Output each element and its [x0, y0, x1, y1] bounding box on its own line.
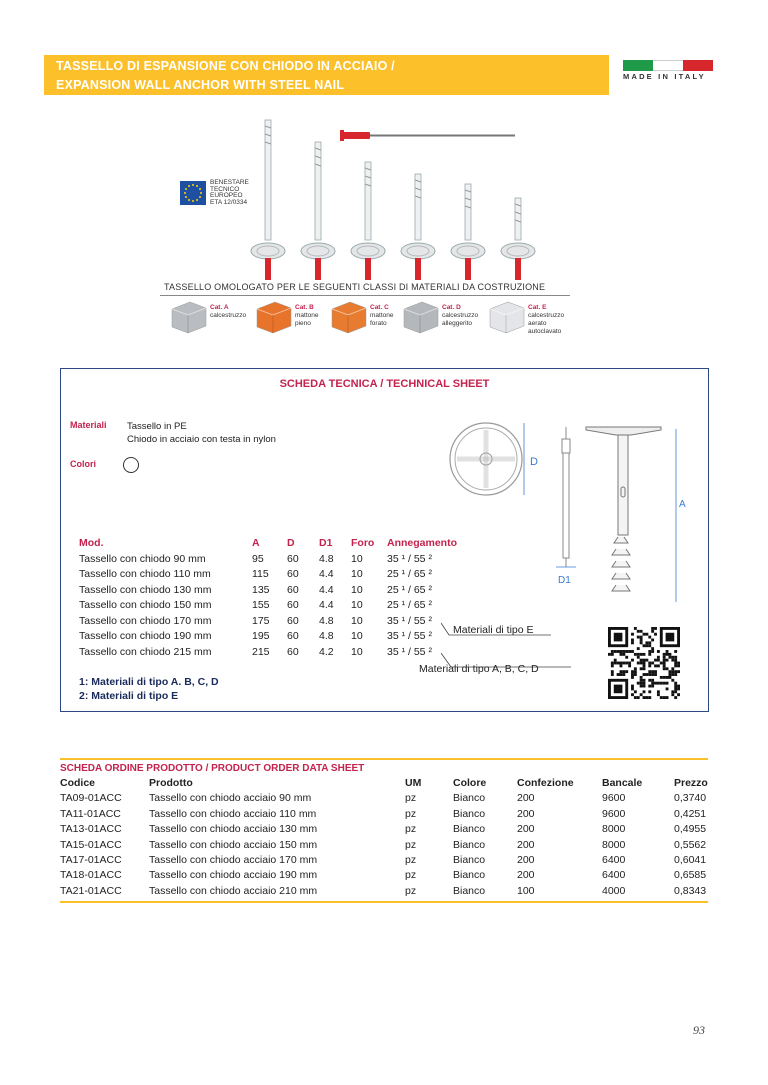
- order-row: [60, 839, 708, 854]
- page-number: 93: [693, 1023, 705, 1037]
- order-header-cell: UM: [405, 777, 422, 789]
- technical-sheet-title: SCHEDA TECNICA / TECHNICAL SHEET: [279, 378, 490, 390]
- order-cell: 200: [517, 869, 535, 882]
- order-row: [60, 885, 708, 900]
- anchor-icon: [301, 142, 335, 280]
- order-cell: pz: [405, 807, 417, 820]
- spec-cell: 4.8: [319, 630, 334, 642]
- order-cell: pz: [405, 823, 417, 836]
- order-cell: 8000: [602, 823, 626, 836]
- order-cell: 6400: [602, 853, 626, 866]
- order-header-cell: Codice: [60, 777, 96, 789]
- made-in-italy-label: MADE IN ITALY: [623, 72, 706, 81]
- spec-cell: Tassello con chiodo 130 mm: [79, 583, 212, 596]
- footnotes: [79, 675, 219, 703]
- spec-cell: 10: [351, 599, 363, 611]
- order-cell: 4000: [602, 884, 626, 897]
- order-row: [60, 854, 708, 869]
- spec-header-cell: Mod.: [79, 537, 104, 549]
- technical-sheet: [60, 368, 709, 712]
- italian-flag-icon: [623, 60, 713, 71]
- order-cell: 8000: [602, 838, 626, 851]
- category-code: Cat. C: [370, 304, 389, 311]
- order-cell: Bianco: [453, 869, 486, 882]
- spec-cell: 195: [252, 630, 270, 642]
- annotation-type-abcd: Materiali di tipo A, B, C, D: [419, 663, 539, 675]
- order-cell: TA11-01ACC: [60, 807, 121, 820]
- nail-side-view: [556, 427, 576, 586]
- anchor-icon: [451, 184, 485, 280]
- spec-cell: 115: [252, 568, 269, 580]
- order-cell: 200: [517, 792, 535, 805]
- order-cell: 0,6585: [674, 869, 707, 882]
- order-cell: 9600: [602, 807, 626, 820]
- order-cell: 200: [517, 838, 535, 851]
- materials-value: [127, 420, 276, 446]
- category-description: alleggerito: [442, 320, 472, 327]
- spec-cell: 155: [252, 599, 270, 611]
- spec-cell: 25 ¹ / 65 ²: [387, 568, 432, 580]
- order-header-row: [60, 777, 708, 792]
- order-cell: Bianco: [453, 838, 486, 851]
- spec-cell: Tassello con chiodo 90 mm: [79, 552, 206, 565]
- order-cell: pz: [405, 884, 417, 897]
- spec-cell: 60: [287, 568, 299, 580]
- category-code: Cat. B: [295, 304, 314, 311]
- materials-line: Tassello in PE: [127, 421, 187, 432]
- spec-cell: 60: [287, 599, 299, 611]
- qr-code-icon: [608, 627, 680, 699]
- anchor-icon: [501, 198, 535, 280]
- spec-cell: 10: [351, 568, 363, 580]
- spec-header-cell: D: [287, 537, 295, 549]
- category-label: [442, 304, 478, 328]
- solid-brick-icon: [255, 300, 293, 339]
- anchor-head-front-view: [450, 423, 538, 495]
- order-cell: 0,4955: [674, 823, 707, 836]
- order-cell: Tassello con chiodo acciaio 90 mm: [149, 792, 312, 805]
- category-description: mattone: [370, 312, 394, 319]
- spec-cell: 35 ¹ / 55 ²: [387, 630, 432, 642]
- steel-nail-icon: [340, 130, 515, 141]
- spec-cell: 35 ¹ / 55 ²: [387, 645, 432, 658]
- spec-header-cell: A: [252, 537, 260, 549]
- order-cell: 0,8343: [674, 884, 707, 897]
- order-cell: 0,4251: [674, 807, 707, 820]
- concrete-cube-icon: [170, 300, 208, 339]
- dim-d1-label: D1: [558, 575, 571, 586]
- spec-cell: 10: [351, 630, 363, 642]
- spec-cell: 4.8: [319, 614, 334, 627]
- category-description: mattone: [295, 312, 319, 319]
- spec-cell: 10: [351, 614, 363, 627]
- order-cell: TA09-01ACC: [60, 792, 122, 805]
- category-description: pieno: [295, 320, 311, 327]
- order-cell: Tassello con chiodo acciaio 110 mm: [149, 807, 317, 820]
- order-cell: 0,6041: [674, 853, 707, 866]
- aerated-concrete-icon: [488, 300, 526, 339]
- order-cell: pz: [405, 869, 417, 882]
- dim-d-label: D: [530, 456, 538, 468]
- anchor-icon: [251, 120, 285, 280]
- hollow-brick-icon: [330, 300, 368, 339]
- approval-line: TECNICO: [210, 185, 240, 193]
- order-cell: TA13-01ACC: [60, 823, 122, 836]
- order-cell: Tassello con chiodo acciaio 170 mm: [149, 853, 318, 866]
- order-sheet-title: SCHEDA ORDINE PRODOTTO / PRODUCT ORDER DATA SHEET: [60, 763, 365, 774]
- order-row: [60, 808, 708, 823]
- footnote-1: 1: Materiali di tipo A. B, C, D: [79, 676, 219, 688]
- annotation-type-e: Materiali di tipo E: [453, 624, 534, 636]
- anchor-icon: [401, 174, 435, 280]
- order-cell: TA21-01ACC: [60, 884, 122, 897]
- title-italian: TASSELLO DI ESPANSIONE CON CHIODO IN ACCIAIO /: [56, 59, 395, 73]
- spec-header-cell: Foro: [351, 537, 375, 549]
- eta-approval: [180, 180, 249, 206]
- order-cell: TA17-01ACC: [60, 853, 122, 866]
- order-cell: Bianco: [453, 807, 486, 820]
- category-description: forato: [370, 320, 387, 327]
- order-header-cell: Confezione: [517, 777, 574, 789]
- spec-cell: 175: [252, 614, 270, 627]
- colors-label: Colori: [70, 459, 96, 469]
- order-cell: Bianco: [453, 884, 486, 897]
- spec-cell: 60: [287, 645, 299, 658]
- divider: [60, 901, 708, 903]
- spec-cell: Tassello con chiodo 190 mm: [79, 630, 212, 642]
- category-label: [210, 304, 246, 320]
- order-sheet: [60, 758, 708, 903]
- order-row: [60, 792, 708, 807]
- approval-line: ETA 12/0334: [210, 198, 248, 206]
- spec-cell: Tassello con chiodo 110 mm: [79, 568, 211, 580]
- category-label: [528, 304, 564, 336]
- order-cell: 200: [517, 807, 535, 820]
- order-cell: 100: [517, 884, 535, 897]
- spec-cell: 60: [287, 614, 299, 627]
- order-cell: 9600: [602, 792, 626, 805]
- spec-cell: 10: [351, 645, 363, 658]
- spec-cell: 4.4: [319, 583, 334, 596]
- order-cell: Tassello con chiodo acciaio 210 mm: [149, 884, 318, 897]
- order-table: [60, 777, 708, 900]
- order-cell: 0,3740: [674, 792, 707, 805]
- dim-a-label: A: [679, 499, 686, 510]
- approval-line: EUROPEO: [210, 192, 243, 199]
- order-cell: TA15-01ACC: [60, 838, 122, 851]
- materials-line: Chiodo in acciaio con testa in nylon: [127, 434, 276, 445]
- spec-cell: 95: [252, 552, 264, 565]
- category-label: [370, 304, 394, 328]
- spec-cell: Tassello con chiodo 150 mm: [79, 599, 212, 611]
- category-description: calcestruzzo: [442, 312, 479, 319]
- technical-drawing: [446, 417, 706, 617]
- category-code: Cat. E: [528, 304, 547, 311]
- category-description: calcestruzzo: [528, 312, 565, 319]
- spec-cell: 4.8: [319, 552, 334, 565]
- spec-cell: 10: [351, 552, 363, 565]
- order-cell: Tassello con chiodo acciaio 190 mm: [149, 869, 318, 882]
- order-cell: 200: [517, 823, 535, 836]
- approval-statement: TASSELLO OMOLOGATO PER LE SEGUENTI CLASSI DI MATERIALI DA COSTRUZIONE: [164, 282, 546, 292]
- anchor-side-view: [586, 427, 686, 602]
- category-label: [295, 304, 319, 328]
- spec-cell: 25 ¹ / 65 ²: [387, 599, 432, 611]
- anchor-icon: [351, 162, 385, 280]
- lightweight-concrete-icon: [402, 300, 440, 339]
- order-cell: TA18-01ACC: [60, 869, 122, 882]
- spec-header-cell: Annegamento: [387, 537, 458, 549]
- divider: [60, 758, 708, 760]
- spec-cell: 135: [252, 583, 270, 596]
- spec-cell: 25 ¹ / 65 ²: [387, 583, 432, 596]
- spec-cell: 215: [252, 645, 270, 658]
- order-cell: Tassello con chiodo acciaio 130 mm: [149, 823, 318, 836]
- spec-cell: 35 ¹ / 55 ²: [387, 552, 432, 565]
- spec-cell: 4.4: [319, 599, 334, 611]
- footnote-2: 2: Materiali di tipo E: [79, 690, 179, 702]
- spec-header-cell: D1: [319, 537, 333, 549]
- order-row: [60, 869, 708, 884]
- spec-cell: 60: [287, 583, 299, 596]
- eu-stars-icon: [180, 181, 206, 205]
- spec-cell: 4.2: [319, 645, 334, 658]
- spec-cell: 4.4: [319, 568, 334, 580]
- white-color-swatch: [123, 457, 139, 473]
- divider: [160, 295, 570, 296]
- order-cell: 6400: [602, 869, 626, 882]
- order-cell: Tassello con chiodo acciaio 150 mm: [149, 838, 318, 851]
- order-header-cell: Colore: [453, 777, 487, 789]
- category-description: aerato autoclavato: [528, 320, 562, 335]
- order-cell: 200: [517, 853, 535, 866]
- order-cell: 0,5562: [674, 838, 707, 851]
- materials-label: Materiali: [70, 420, 107, 430]
- category-code: Cat. D: [442, 304, 461, 311]
- order-cell: Bianco: [453, 823, 486, 836]
- spec-cell: 10: [351, 583, 363, 596]
- title-english: EXPANSION WALL ANCHOR WITH STEEL NAIL: [56, 78, 345, 92]
- spec-cell: 60: [287, 630, 299, 642]
- approval-line: BENESTARE: [210, 179, 249, 186]
- order-cell: Bianco: [453, 792, 486, 805]
- spec-cell: 35 ¹ / 55 ²: [387, 614, 432, 627]
- category-description: calcestruzzo: [210, 312, 247, 319]
- order-header-cell: Prezzo: [674, 777, 708, 789]
- order-cell: pz: [405, 853, 417, 866]
- order-row: [60, 823, 708, 838]
- order-cell: pz: [405, 792, 417, 805]
- spec-cell: Tassello con chiodo 215 mm: [79, 645, 212, 658]
- spec-cell: Tassello con chiodo 170 mm: [79, 614, 212, 627]
- order-header-cell: Bancale: [602, 777, 643, 789]
- order-cell: pz: [405, 838, 417, 851]
- order-header-cell: Prodotto: [149, 777, 193, 789]
- spec-cell: 60: [287, 552, 299, 565]
- order-cell: Bianco: [453, 853, 486, 866]
- category-code: Cat. A: [210, 304, 229, 311]
- title-banner: [44, 55, 609, 95]
